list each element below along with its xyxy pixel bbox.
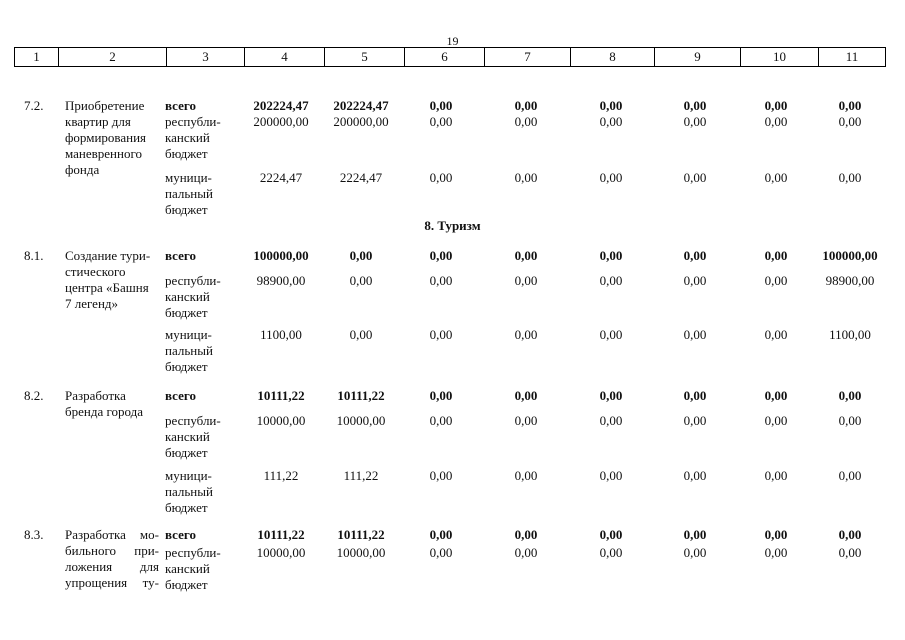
item-number: 8.2. <box>24 388 44 403</box>
value-cell: 0,00 <box>838 170 862 185</box>
value-cell: 0,00 <box>514 98 538 113</box>
value-cell: 0,00 <box>514 413 538 428</box>
source-label: канский <box>165 289 210 304</box>
value-cell: 0,00 <box>838 545 862 560</box>
value-cell: 202224,47 <box>253 98 309 113</box>
source-label: всего <box>165 527 196 542</box>
column-header: 3 <box>167 48 245 66</box>
source-label: всего <box>165 388 196 403</box>
item-name-line <box>65 527 159 543</box>
column-header: 1 <box>15 48 59 66</box>
value-cell: 0,00 <box>683 545 707 560</box>
source-label: пальный <box>165 186 213 201</box>
value-cell: 0,00 <box>683 413 707 428</box>
value-cell: 0,00 <box>349 248 373 263</box>
item-name-line: маневренного <box>65 146 142 161</box>
value-cell: 0,00 <box>429 527 453 542</box>
value-cell: 0,00 <box>514 468 538 483</box>
item-name-line: центра «Башня <box>65 280 149 295</box>
value-cell: 0,00 <box>599 527 623 542</box>
column-header: 4 <box>245 48 325 66</box>
value-cell: 0,00 <box>764 114 788 129</box>
value-cell: 100000,00 <box>253 248 309 263</box>
value-cell: 0,00 <box>514 273 538 288</box>
column-header: 2 <box>59 48 167 66</box>
column-header: 8 <box>571 48 655 66</box>
item-name-line: стического <box>65 264 126 279</box>
value-cell: 0,00 <box>683 98 707 113</box>
value-cell: 0,00 <box>683 248 707 263</box>
column-header: 9 <box>655 48 741 66</box>
item-number: 7.2. <box>24 98 44 113</box>
value-cell: 0,00 <box>599 327 623 342</box>
source-label: республи- <box>165 413 221 428</box>
item-name-line: фонда <box>65 162 100 177</box>
item-name-line: Разработка <box>65 388 126 403</box>
item-name-text: ложения для <box>65 559 159 574</box>
item-name-line <box>65 559 159 575</box>
value-cell: 0,00 <box>599 273 623 288</box>
source-label: муници- <box>165 327 212 342</box>
source-label: всего <box>165 98 196 113</box>
value-cell: 0,00 <box>683 114 707 129</box>
source-label: всего <box>165 248 196 263</box>
section-title: 8. Туризм <box>424 218 481 233</box>
source-label: республи- <box>165 273 221 288</box>
value-cell: 0,00 <box>683 170 707 185</box>
value-cell: 10000,00 <box>336 413 386 428</box>
value-cell: 0,00 <box>599 413 623 428</box>
source-label: бюджет <box>165 577 208 592</box>
value-cell: 0,00 <box>514 248 538 263</box>
value-cell: 0,00 <box>514 114 538 129</box>
source-label: республи- <box>165 545 221 560</box>
source-label: бюджет <box>165 146 208 161</box>
value-cell: 0,00 <box>429 468 453 483</box>
value-cell: 0,00 <box>429 413 453 428</box>
value-cell: 0,00 <box>599 468 623 483</box>
value-cell: 200000,00 <box>253 114 309 129</box>
value-cell: 0,00 <box>514 388 538 403</box>
item-name-text: Разработка мо- <box>65 527 159 542</box>
value-cell: 0,00 <box>764 170 788 185</box>
source-label: муници- <box>165 170 212 185</box>
value-cell: 0,00 <box>764 273 788 288</box>
value-cell: 0,00 <box>599 114 623 129</box>
source-label: канский <box>165 130 210 145</box>
value-cell: 10111,22 <box>337 388 385 403</box>
column-header: 7 <box>485 48 571 66</box>
value-cell: 0,00 <box>838 114 862 129</box>
value-cell: 0,00 <box>429 248 453 263</box>
value-cell: 0,00 <box>764 327 788 342</box>
item-name-line <box>65 575 159 591</box>
item-name-line: Приобретение <box>65 98 145 113</box>
source-label: бюджет <box>165 500 208 515</box>
value-cell: 0,00 <box>838 388 862 403</box>
source-label: пальный <box>165 484 213 499</box>
value-cell: 0,00 <box>764 468 788 483</box>
value-cell: 0,00 <box>429 170 453 185</box>
source-label: муници- <box>165 468 212 483</box>
column-header-row <box>14 47 886 67</box>
value-cell: 2224,47 <box>339 170 383 185</box>
item-name-line: бренда города <box>65 404 143 419</box>
value-cell: 202224,47 <box>333 98 389 113</box>
value-cell: 0,00 <box>683 527 707 542</box>
source-label: бюджет <box>165 359 208 374</box>
value-cell: 0,00 <box>838 468 862 483</box>
value-cell: 0,00 <box>838 413 862 428</box>
value-cell: 0,00 <box>683 327 707 342</box>
value-cell: 0,00 <box>599 545 623 560</box>
value-cell: 0,00 <box>429 273 453 288</box>
item-name-line <box>65 543 159 559</box>
value-cell: 10000,00 <box>336 545 386 560</box>
column-header: 10 <box>741 48 819 66</box>
source-label: канский <box>165 561 210 576</box>
source-label: бюджет <box>165 445 208 460</box>
source-label: республи- <box>165 114 221 129</box>
value-cell: 0,00 <box>683 468 707 483</box>
value-cell: 0,00 <box>429 545 453 560</box>
value-cell: 0,00 <box>514 527 538 542</box>
value-cell: 0,00 <box>349 273 373 288</box>
value-cell: 0,00 <box>683 388 707 403</box>
value-cell: 10111,22 <box>337 527 385 542</box>
item-number: 8.1. <box>24 248 44 263</box>
column-header: 6 <box>405 48 485 66</box>
column-header: 11 <box>845 49 859 64</box>
source-label: бюджет <box>165 305 208 320</box>
value-cell: 98900,00 <box>256 273 306 288</box>
value-cell: 0,00 <box>599 248 623 263</box>
item-name-line: 7 легенд» <box>65 296 119 311</box>
value-cell: 10000,00 <box>256 545 306 560</box>
value-cell: 0,00 <box>429 98 453 113</box>
value-cell: 100000,00 <box>822 248 878 263</box>
value-cell: 111,22 <box>263 468 299 483</box>
item-name-text: бильного при- <box>65 543 159 558</box>
value-cell: 10111,22 <box>257 527 305 542</box>
item-name-line: Создание тури- <box>65 248 151 263</box>
item-number: 8.3. <box>24 527 44 542</box>
value-cell: 0,00 <box>764 388 788 403</box>
value-cell: 0,00 <box>838 98 862 113</box>
column-header: 5 <box>325 48 405 66</box>
value-cell: 0,00 <box>429 388 453 403</box>
value-cell: 98900,00 <box>825 273 875 288</box>
value-cell: 0,00 <box>599 98 623 113</box>
value-cell: 0,00 <box>764 98 788 113</box>
value-cell: 0,00 <box>514 545 538 560</box>
value-cell: 1100,00 <box>829 327 871 342</box>
value-cell: 0,00 <box>838 527 862 542</box>
value-cell: 0,00 <box>683 273 707 288</box>
value-cell: 0,00 <box>764 545 788 560</box>
value-cell: 200000,00 <box>333 114 389 129</box>
page-number: 19 <box>446 34 459 48</box>
value-cell: 0,00 <box>429 327 453 342</box>
item-name-line: квартир для <box>65 114 131 129</box>
value-cell: 0,00 <box>429 114 453 129</box>
value-cell: 0,00 <box>514 327 538 342</box>
item-name-text: упрощения ту- <box>65 575 159 590</box>
value-cell: 0,00 <box>599 388 623 403</box>
source-label: бюджет <box>165 202 208 217</box>
value-cell: 10000,00 <box>256 413 306 428</box>
value-cell: 0,00 <box>514 170 538 185</box>
value-cell: 0,00 <box>764 413 788 428</box>
source-label: пальный <box>165 343 213 358</box>
value-cell: 0,00 <box>764 527 788 542</box>
value-cell: 10111,22 <box>257 388 305 403</box>
value-cell: 1100,00 <box>260 327 302 342</box>
value-cell: 0,00 <box>599 170 623 185</box>
value-cell: 0,00 <box>764 248 788 263</box>
source-label: канский <box>165 429 210 444</box>
item-name-line: формирования <box>65 130 147 145</box>
value-cell: 0,00 <box>349 327 373 342</box>
value-cell: 111,22 <box>343 468 379 483</box>
value-cell: 2224,47 <box>259 170 303 185</box>
